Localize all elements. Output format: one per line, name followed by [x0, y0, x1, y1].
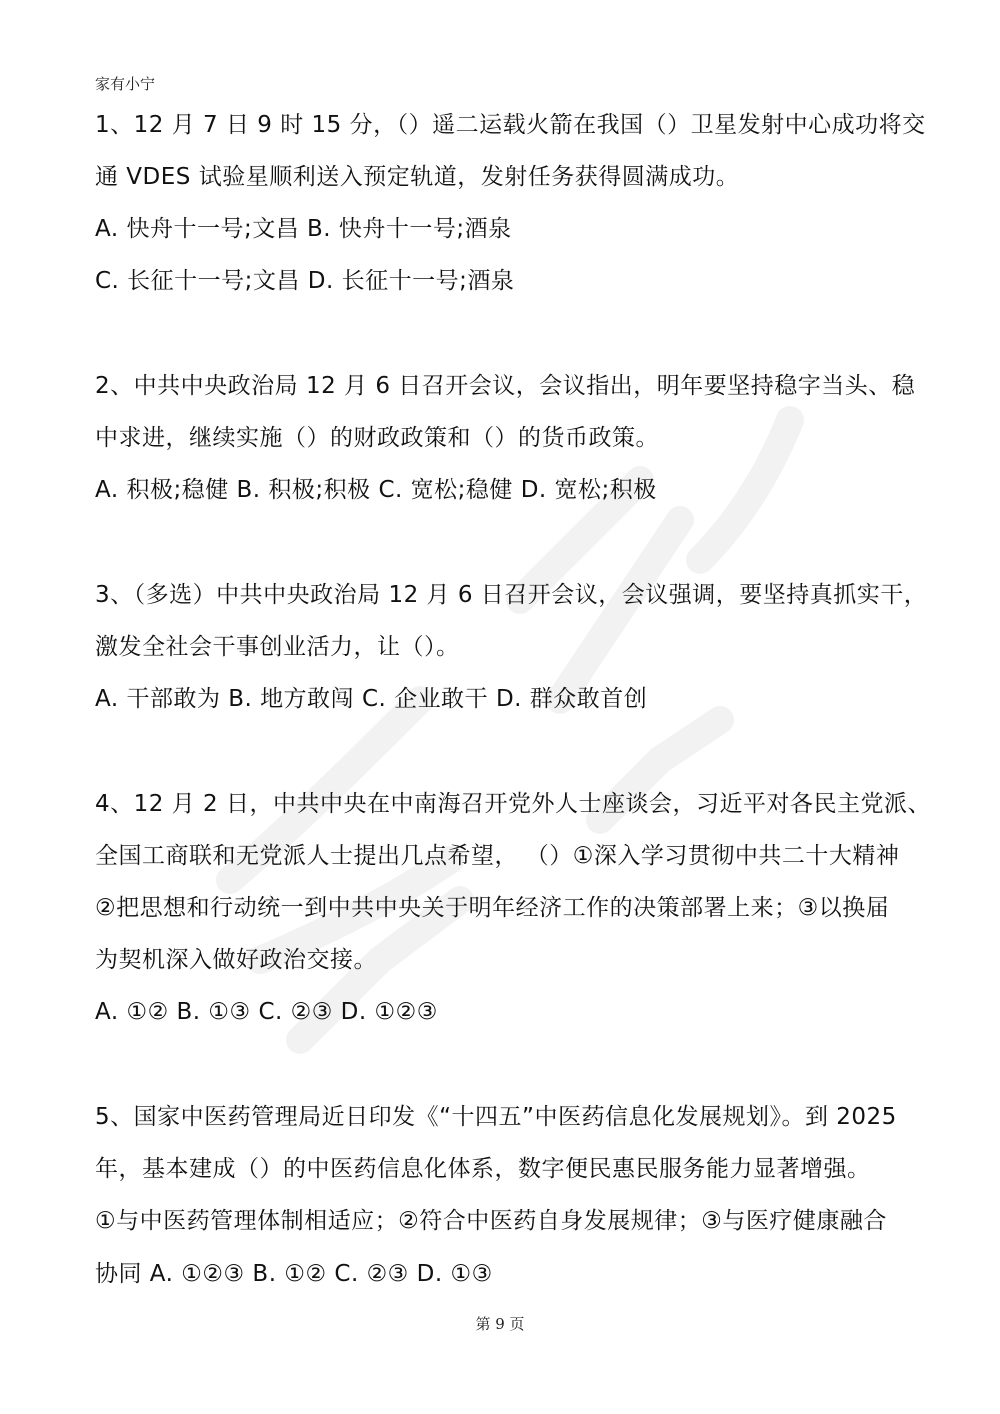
text-line: A. 干部敢为 B. 地方敢闯 C. 企业敢干 D. 群众敢首创 — [95, 686, 648, 712]
text-line: ②把思想和行动统一到中共中央关于明年经济工作的决策部署上来；③以换届 — [95, 895, 890, 921]
text-line: 为契机深入做好政治交接。 — [95, 947, 377, 973]
text-line: 全国工商联和无党派人士提出几点希望， （）①深入学习贯彻中共二十大精神 — [95, 843, 900, 869]
text-line: 年，基本建成（）的中医药信息化体系，数字便民惠民服务能力显著增强。 — [95, 1156, 871, 1182]
text-line: 1、12 月 7 日 9 时 15 分，（）遥二运载火箭在我国（）卫星发射中心成功将交 — [95, 112, 926, 138]
text-line: ①与中医药管理体制相适应；②符合中医药自身发展规律；③与医疗健康融合 — [95, 1208, 887, 1234]
text-line: 4、12 月 2 日，中共中央在中南海召开党外人士座谈会，习近平对各民主党派、 — [95, 791, 931, 817]
text-line: 3、（多选）中共中央政治局 12 月 6 日召开会议，会议强调，要坚持真抓实干， — [95, 582, 928, 608]
text-line: 通 VDES 试验星顺利送入预定轨道，发射任务获得圆满成功。 — [95, 164, 740, 190]
text-line: 5、国家中医药管理局近日印发《“十四五”中医药信息化发展规划》。到 2025 — [95, 1104, 897, 1130]
page-header: 家有小宁 — [95, 75, 156, 93]
text-line: C. 长征十一号;文昌 D. 长征十一号;酒泉 — [95, 268, 515, 294]
text-line: 协同 A. ①②③ B. ①② C. ②③ D. ①③ — [95, 1261, 493, 1287]
text-line: 激发全社会干事创业活力，让（）。 — [95, 634, 460, 660]
text-line: 2、中共中央政治局 12 月 6 日召开会议，会议指出，明年要坚持稳字当头、稳 — [95, 373, 916, 399]
text-line: A. 快舟十一号;文昌 B. 快舟十一号;酒泉 — [95, 216, 512, 242]
page-number: 第 9 页 — [475, 1315, 525, 1333]
text-line: A. 积极;稳健 B. 积极;积极 C. 宽松;稳健 D. 宽松;积极 — [95, 477, 657, 503]
text-line: A. ①② B. ①③ C. ②③ D. ①②③ — [95, 999, 438, 1025]
text-line: 中求进，继续实施（）的财政政策和（）的货币政策。 — [95, 425, 659, 451]
